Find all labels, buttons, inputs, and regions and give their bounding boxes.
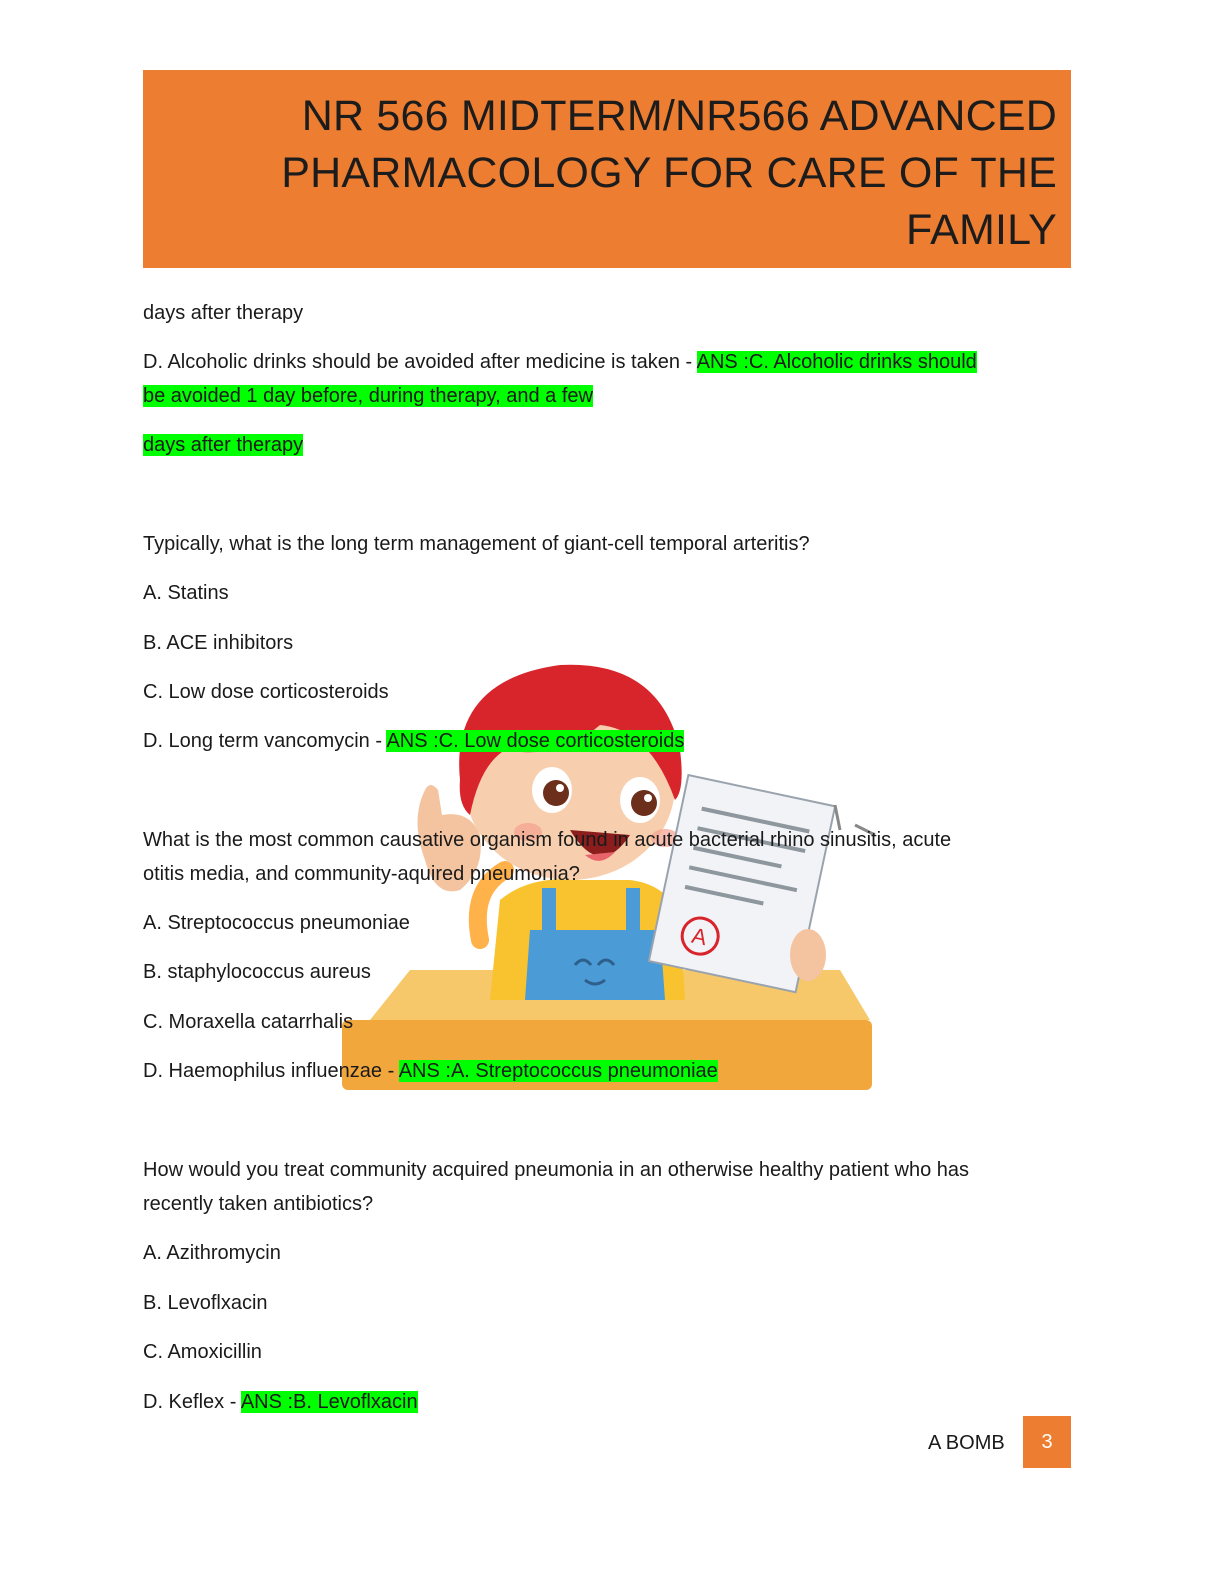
q1-option-d: D. Long term vancomycin - ANS :C. Low dose corticosteroids: [143, 730, 685, 752]
q2-option-b: B. staphylococcus aureus: [143, 961, 371, 983]
q3-answer-highlight: ANS :B. Levoflxacin: [240, 1391, 418, 1413]
q3-option-b: B. Levoflxacin: [143, 1292, 268, 1314]
q2-answer-highlight: ANS :A. Streptococcus pneumoniae: [398, 1060, 718, 1082]
document-header-banner: [143, 70, 1071, 268]
q3-option-c: C. Amoxicillin: [143, 1341, 262, 1363]
q3-option-d: D. Keflex - ANS :B. Levoflxacin: [143, 1391, 418, 1413]
q1-question: Typically, what is the long term management of giant-cell temporal arteritis?: [143, 533, 810, 555]
q1-option-a: A. Statins: [143, 582, 229, 604]
q1-answer-highlight: ANS :C. Low dose corticosteroids: [386, 730, 685, 752]
q3-option-a: A. Azithromycin: [143, 1242, 281, 1264]
q0-answer-line-2: be avoided 1 day before, during therapy, and a few: [143, 385, 593, 407]
q2-option-d: D. Haemophilus influenzae - ANS :A. Streptococcus pneumoniae: [143, 1060, 718, 1082]
header-title-line-3: FAMILY: [906, 206, 1057, 254]
q3-question-line-2: recently taken antibiotics?: [143, 1193, 374, 1215]
grade-mark: A: [689, 922, 710, 951]
header-title-line-2: PHARMACOLOGY FOR CARE OF THE: [281, 149, 1057, 197]
q1-option-b: B. ACE inhibitors: [143, 632, 294, 654]
q2-option-a: A. Streptococcus pneumoniae: [143, 912, 410, 934]
q2-question-line-2: otitis media, and community-aquired pneumonia?: [143, 863, 580, 885]
page-number-badge: 3: [1023, 1416, 1071, 1468]
kid-overalls: [525, 930, 665, 1000]
q2-question-line-1: What is the most common causative organism found in acute bacterial rhino sinusitis, acute: [143, 829, 952, 851]
q0-option-d-text: D. Alcoholic drinks should be avoided after medicine is taken -: [143, 351, 697, 373]
q1-option-c: C. Low dose corticosteroids: [143, 681, 389, 703]
header-title-line-1: NR 566 MIDTERM/NR566 ADVANCED: [301, 92, 1057, 140]
q2-option-c: C. Moraxella catarrhalis: [143, 1011, 354, 1033]
q0-answer-highlight: ANS :C. Alcoholic drinks should: [696, 351, 977, 373]
footer-label: A BOMB: [928, 1432, 1005, 1454]
q3-question-line-1: How would you treat community acquired pneumonia in an otherwise healthy patient who has: [143, 1159, 970, 1181]
q0-option-d: [143, 345, 977, 379]
carry-over-text: days after therapy: [143, 302, 304, 324]
q0-answer-line-3: days after therapy: [143, 434, 304, 456]
